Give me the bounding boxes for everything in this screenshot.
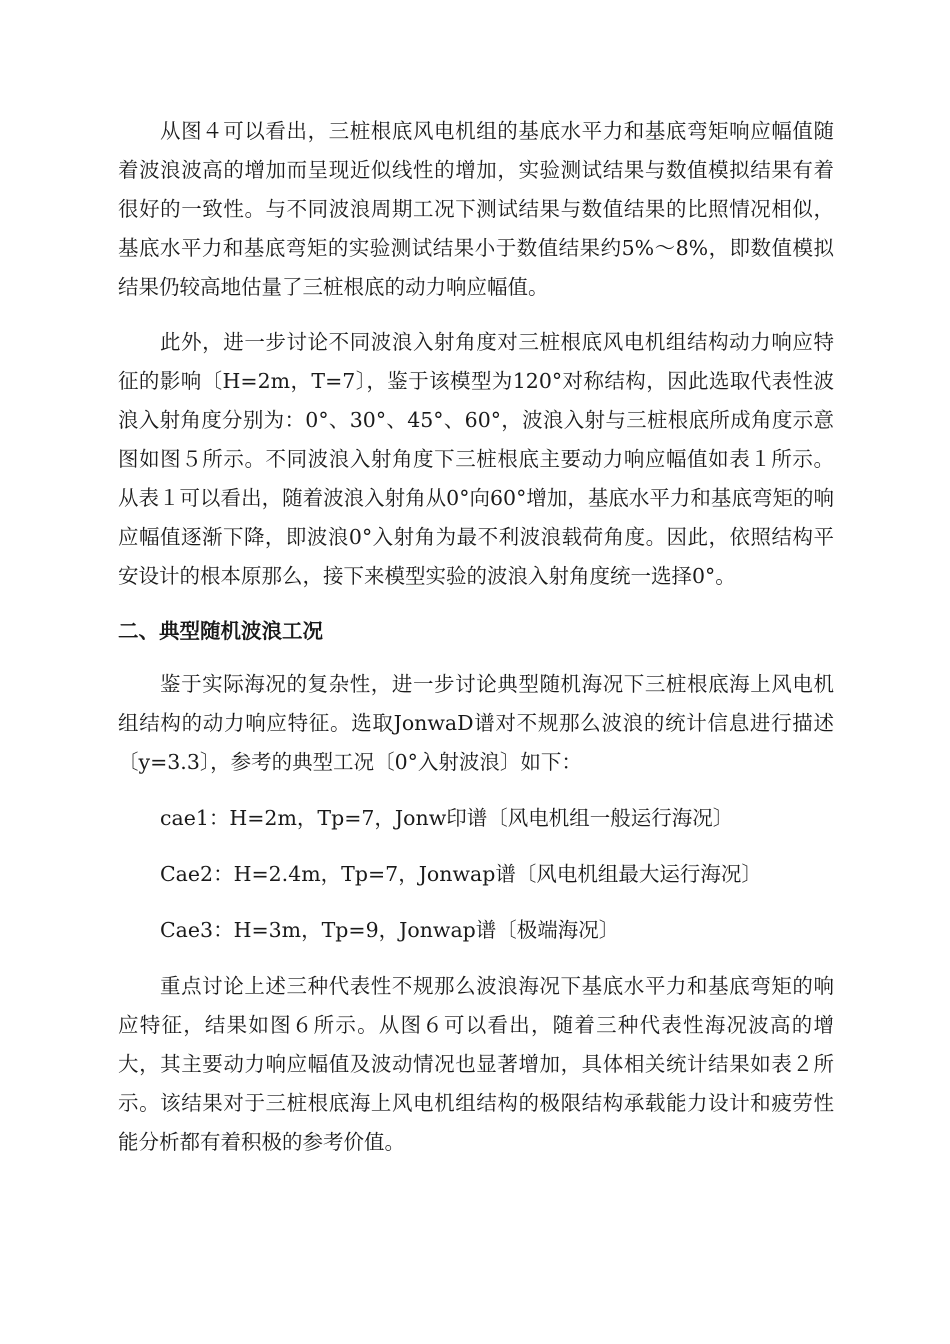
paragraph-random-sea: 鉴于实际海况的复杂性，进一步讨论典型随机海况下三桩根底海上风电机组结构的动力响应特征。选取JonwaD谱对不规那么波浪的统计信息进行描述〔y=3.3〕，参考的典型工况〔0°入射波浪〕如下：	[118, 672, 834, 774]
section-heading: 二、典型随机波浪工况	[118, 619, 323, 643]
paragraph-incidence-angle: 此外，进一步讨论不同波浪入射角度对三桩根底风电机组结构动力响应特征的影响〔H=2m，T=7〕，鉴于该模型为120°对称结构，因此选取代表性波浪入射角度分别为：0°、30°、45°、60°，波浪入射与三桩根底所成角度示意图如图５所示。不同波浪入射角度下三桩根底主要动力响应幅值如表１所示。从表１可以看出，随着波浪入射角从0°向60°增加，基底水平力和基底弯矩的响应幅值逐渐下降，即波浪0°入射角为最不利波浪载荷角度。因此，依照结构平安设计的根本原那么，接下来模型实验的波浪入射角度统一选择0°。	[118, 330, 834, 588]
paragraph-response-discussion: 重点讨论上述三种代表性不规那么波浪海况下基底水平力和基底弯矩的响应特征，结果如图６所示。从图６可以看出，随着三种代表性海况波高的增大，其主要动力响应幅值及波动情况也显著增加，具体相关统计结果如表２所示。该结果对于三桩根底海上风电机组结构的极限结构承载能力设计和疲劳性能分析都有着积极的参考价值。	[118, 974, 834, 1154]
paragraph-wave-height-results: 从图４可以看出，三桩根底风电机组的基底水平力和基底弯矩响应幅值随着波浪波高的增加而呈现近似线性的增加，实验测试结果与数值模拟结果有着很好的一致性。与不同波浪周期工况下测试结果与数值结果的比照情况相似，基底水平力和基底弯矩的实验测试结果小于数值结果约5%～8%，即数值模拟结果仍较高地估量了三桩根底的动力响应幅值。	[118, 119, 834, 299]
document-page	[118, 112, 834, 1162]
case-item-1: cae1：H=2m，Tp=7，Jonw印谱〔风电机组一般运行海况〕	[160, 806, 734, 830]
case-item-2: Cae2：H=2.4m，Tp=7，Jonwap谱〔风电机组最大运行海况〕	[160, 862, 762, 886]
case-item-3: Cae3：H=3m，Tp=9，Jonwap谱〔极端海况〕	[160, 918, 620, 942]
